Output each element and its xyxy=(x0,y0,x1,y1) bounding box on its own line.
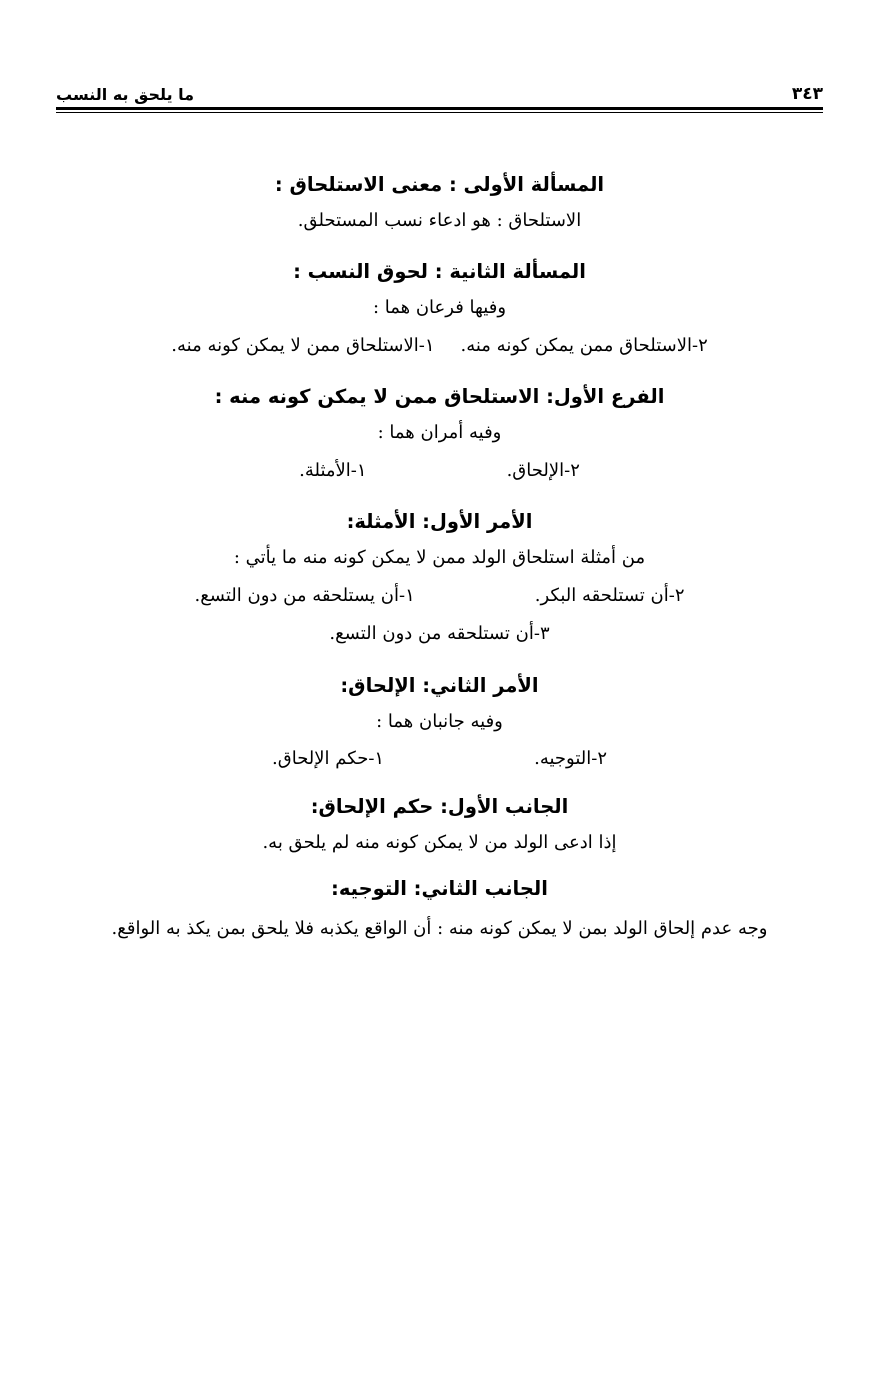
page-header-row xyxy=(56,78,823,104)
list-1 xyxy=(56,330,823,362)
section-heading-4: الأمر الأول: الأمثلة: xyxy=(346,510,533,534)
list-item: ٢-التوجيه. xyxy=(534,748,607,770)
paragraph-6: إذا ادعى الولد من لا يمكن كونه منه لم يلحق به. xyxy=(262,831,617,853)
section-heading-1: المسألة الأولى : معنى الاستلحاق : xyxy=(274,173,605,196)
page-header xyxy=(56,78,823,112)
list-item: ١-حكم الإلحاق. xyxy=(272,748,385,770)
paragraph-2: وفيها فرعان هما : xyxy=(372,297,507,318)
running-header-title: ما يلحق به النسب xyxy=(56,85,195,104)
list-item: ١-الاستلحاق ممن لا يمكن كونه منه. xyxy=(171,334,435,356)
list-item: ١-الأمثلة. xyxy=(299,459,367,481)
list-3 xyxy=(56,580,823,612)
section-heading-7: الجانب الثاني: التوجيه: xyxy=(331,877,548,901)
list-2 xyxy=(56,455,823,487)
section-heading-2: المسألة الثانية : لحوق النسب : xyxy=(293,259,586,283)
list-item: ١-أن يستلحقه من دون التسع. xyxy=(194,584,415,606)
paragraph-5: وفيه جانبان هما : xyxy=(376,710,503,732)
section-heading-3: الفرع الأول: الاستلحاق ممن لا يمكن كونه منه : xyxy=(214,384,665,408)
list-4 xyxy=(56,743,823,775)
list-item: ٣-أن تستلحقه من دون التسع. xyxy=(329,623,550,645)
paragraph-7: وجه عدم إلحاق الولد بمن لا يمكن كونه منه : أن الواقع يكذبه فلا يلحق بمن يكذ به الواقع. xyxy=(111,917,768,939)
page-content xyxy=(56,150,823,952)
paragraph-4: من أمثلة استلحاق الولد ممن لا يمكن كونه منه ما يأتي : xyxy=(233,547,646,569)
paragraph-1: الاستلحاق : هو ادعاء نسب المستحلق. xyxy=(297,210,582,232)
list-item: ٢-الاستلحاق ممن يمكن كونه منه. xyxy=(460,334,708,356)
list-item: ٢-الإلحاق. xyxy=(506,459,580,481)
paragraph-3: وفيه أمران هما : xyxy=(377,422,502,444)
page-number: ٣٤٣ xyxy=(791,84,823,104)
header-divider xyxy=(56,107,823,113)
list-item: ٢-أن تستلحقه البكر. xyxy=(534,584,685,606)
section-heading-6: الجانب الأول: حكم الإلحاق: xyxy=(310,794,569,818)
section-heading-5: الأمر الثاني: الإلحاق: xyxy=(340,673,539,697)
